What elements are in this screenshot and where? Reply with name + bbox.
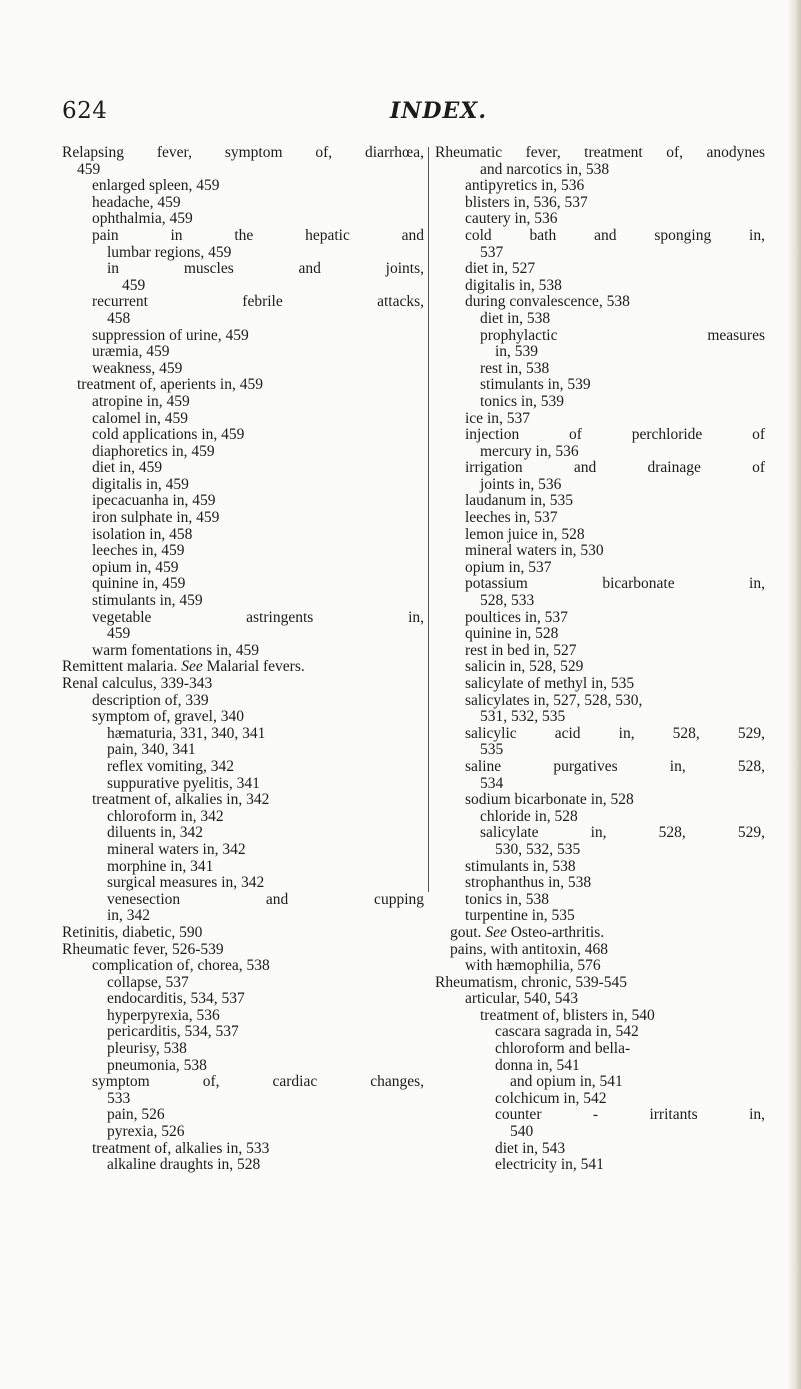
index-entry bbox=[435, 825, 765, 842]
index-entry-text: rest in, 538 bbox=[480, 359, 550, 377]
index-entry bbox=[435, 1141, 765, 1158]
index-entry bbox=[62, 278, 424, 295]
index-entry bbox=[435, 842, 765, 859]
index-entry bbox=[62, 261, 424, 278]
index-entry-text: stimulants in, 539 bbox=[480, 376, 591, 394]
see-reference: See bbox=[181, 658, 203, 676]
index-entry-text: Rheumatism, chronic, 539-545 bbox=[435, 973, 627, 991]
index-entry bbox=[435, 693, 765, 710]
index-entry-text: leeches in, 537 bbox=[465, 509, 558, 527]
column-divider bbox=[428, 147, 429, 892]
index-entry bbox=[435, 311, 765, 328]
index-entry-text: iron sulphate in, 459 bbox=[92, 509, 220, 527]
index-entry bbox=[435, 908, 765, 925]
running-head: INDEX. bbox=[390, 98, 487, 124]
index-entry bbox=[435, 991, 765, 1008]
index-entry-text: colchicum in, 542 bbox=[495, 1089, 607, 1107]
index-entry-text: Remittent malaria. bbox=[62, 658, 178, 676]
index-entry bbox=[435, 195, 765, 212]
index-entry-text: cautery in, 536 bbox=[465, 210, 558, 228]
index-entry bbox=[62, 245, 424, 262]
page-number: 624 bbox=[62, 98, 108, 124]
index-entry-text: mineral waters in, 342 bbox=[107, 840, 246, 858]
index-entry-text: stimulants in, 538 bbox=[465, 857, 576, 875]
see-target: Malarial fevers. bbox=[202, 658, 305, 676]
index-entry bbox=[62, 1008, 424, 1025]
index-entry bbox=[62, 328, 424, 345]
index-entry-text: symptom of, gravel, 340 bbox=[92, 708, 244, 726]
index-entry-text: articular, 540, 543 bbox=[465, 990, 579, 1008]
index-entry bbox=[62, 859, 424, 876]
index-entry-text: pericarditis, 534, 537 bbox=[107, 1023, 239, 1041]
index-entry-text: laudanum in, 535 bbox=[465, 492, 574, 510]
index-entry-text: salicylate of methyl in, 535 bbox=[465, 675, 635, 692]
index-entry-text: tonics in, 538 bbox=[465, 890, 549, 908]
index-entry bbox=[62, 975, 424, 992]
index-entry-text: salicin in, 528, 529 bbox=[465, 658, 584, 676]
index-entry bbox=[62, 1141, 424, 1158]
index-entry-text: surgical measures in, 342 bbox=[107, 874, 265, 892]
index-entry bbox=[62, 1024, 424, 1041]
index-entry-text: salicylic acid in, 528, 529, bbox=[465, 724, 765, 742]
index-entry bbox=[62, 792, 424, 809]
index-entry bbox=[435, 1008, 765, 1025]
index-entry-text: Rheumatic fever, treatment of, anodynes bbox=[435, 144, 765, 161]
index-entry bbox=[62, 1074, 424, 1091]
index-entry bbox=[62, 942, 424, 959]
index-entry-text: quinine in, 459 bbox=[92, 575, 186, 593]
index-entry bbox=[62, 576, 424, 593]
index-entry bbox=[62, 510, 424, 527]
index-entry-text: treatment of, alkalies in, 533 bbox=[92, 1139, 270, 1157]
index-entry bbox=[62, 1091, 424, 1108]
index-entry bbox=[435, 975, 765, 992]
index-entry bbox=[62, 825, 424, 842]
index-entry bbox=[435, 394, 765, 411]
index-entry bbox=[435, 1157, 765, 1174]
index-entry bbox=[435, 610, 765, 627]
index-entry bbox=[62, 228, 424, 245]
index-entry bbox=[62, 610, 424, 627]
index-entry-text: opium in, 459 bbox=[92, 558, 179, 576]
index-entry-text: and opium in, 541 bbox=[510, 1073, 623, 1091]
index-entry bbox=[435, 510, 765, 527]
index-entry bbox=[62, 527, 424, 544]
index-entry-text: headache, 459 bbox=[92, 193, 181, 211]
index-entry bbox=[62, 991, 424, 1008]
index-entry-text: salicylates in, 527, 528, 530, bbox=[465, 691, 643, 709]
index-entry bbox=[435, 1091, 765, 1108]
index-entry-text: hæmaturia, 331, 340, 341 bbox=[107, 724, 266, 742]
index-entry-text: suppression of urine, 459 bbox=[92, 326, 249, 344]
index-entry bbox=[62, 444, 424, 461]
index-entry-text: saline purgatives in, 528, bbox=[465, 757, 765, 775]
index-entry-text: tonics in, 539 bbox=[480, 392, 564, 410]
index-entry-text: warm fomentations in, 459 bbox=[92, 641, 260, 659]
index-entry bbox=[435, 1041, 765, 1058]
index-entry bbox=[435, 958, 765, 975]
index-entry-text: weakness, 459 bbox=[92, 359, 183, 377]
index-entry bbox=[435, 726, 765, 743]
index-entry-text: opium in, 537 bbox=[465, 558, 552, 576]
index-entry-text: 537 bbox=[480, 243, 504, 261]
index-entry-text: pneumonia, 538 bbox=[107, 1056, 207, 1074]
index-entry-text: Relapsing fever, symptom of, diarrhœa, bbox=[62, 144, 424, 161]
index-entry-text: chloroform and bella- bbox=[495, 1040, 631, 1058]
index-entry-text: Rheumatic fever, 526-539 bbox=[62, 940, 224, 958]
index-entry bbox=[62, 958, 424, 975]
index-entry bbox=[435, 162, 765, 179]
index-entry-text: mineral waters in, 530 bbox=[465, 542, 604, 560]
index-entry bbox=[435, 1074, 765, 1091]
index-entry bbox=[435, 427, 765, 444]
index-entry-text: complication of, chorea, 538 bbox=[92, 957, 270, 975]
index-entry bbox=[435, 344, 765, 361]
index-entry-text: turpentine in, 535 bbox=[465, 907, 575, 925]
index-entry-text: diluents in, 342 bbox=[107, 824, 204, 842]
index-entry bbox=[62, 709, 424, 726]
index-entry bbox=[435, 361, 765, 378]
index-entry bbox=[62, 460, 424, 477]
index-entry-text: suppurative pyelitis, 341 bbox=[107, 774, 260, 792]
index-entry bbox=[435, 527, 765, 544]
index-entry-text: sodium bicarbonate in, 528 bbox=[465, 791, 634, 809]
index-entry-text: treatment of, aperients in, 459 bbox=[77, 376, 263, 394]
index-entry bbox=[435, 211, 765, 228]
index-entry bbox=[62, 311, 424, 328]
index-entry bbox=[435, 294, 765, 311]
index-entry-text: and narcotics in, 538 bbox=[480, 160, 610, 178]
index-entry-text: vegetable astringents in, bbox=[92, 608, 424, 626]
index-entry bbox=[62, 195, 424, 212]
index-entry bbox=[62, 543, 424, 560]
index-entry-text: digitalis in, 538 bbox=[465, 276, 562, 294]
index-entry-text: Retinitis, diabetic, 590 bbox=[62, 923, 203, 941]
index-entry bbox=[62, 925, 424, 942]
index-entry-text: salicylate in, 528, 529, bbox=[480, 824, 765, 842]
index-entry bbox=[62, 759, 424, 776]
page-edge-shadow bbox=[787, 0, 801, 1389]
index-entry-text: strophanthus in, 538 bbox=[465, 874, 592, 892]
index-entry-text: cold bath and sponging in, bbox=[465, 226, 765, 244]
index-entry bbox=[435, 626, 765, 643]
index-entry-text: in, 342 bbox=[107, 907, 151, 925]
index-entry-text: enlarged spleen, 459 bbox=[92, 177, 220, 195]
index-entry bbox=[62, 178, 424, 195]
index-entry-text: in, 539 bbox=[495, 343, 539, 361]
index-entry bbox=[62, 875, 424, 892]
index-entry bbox=[435, 742, 765, 759]
index-entry-text: endocarditis, 534, 537 bbox=[107, 990, 245, 1008]
index-entry bbox=[62, 892, 424, 909]
index-entry bbox=[62, 377, 424, 394]
index-entry bbox=[62, 1157, 424, 1174]
index-entry-text: recurrent febrile attacks, bbox=[92, 293, 424, 311]
index-entry-text: collapse, 537 bbox=[107, 973, 189, 991]
index-entry-text: ice in, 537 bbox=[465, 409, 530, 427]
index-entry-text: mercury in, 536 bbox=[480, 442, 579, 460]
index-entry bbox=[62, 626, 424, 643]
index-entry-text: treatment of, blisters in, 540 bbox=[480, 1006, 655, 1024]
index-entry-text: 531, 532, 535 bbox=[480, 708, 566, 726]
index-entry-text: chloroform in, 342 bbox=[107, 807, 224, 825]
index-entry-text: diet in, 543 bbox=[495, 1139, 566, 1157]
index-entry-text: electricity in, 541 bbox=[495, 1156, 604, 1174]
index-entry-text: potassium bicarbonate in, bbox=[465, 575, 765, 593]
index-entry-text: isolation in, 458 bbox=[92, 525, 193, 543]
index-entry bbox=[435, 1024, 765, 1041]
index-entry bbox=[435, 659, 765, 676]
index-entry bbox=[62, 411, 424, 428]
index-entry bbox=[62, 1107, 424, 1124]
index-entry-text: pain, 526 bbox=[107, 1106, 165, 1124]
index-entry-text: treatment of, alkalies in, 342 bbox=[92, 791, 270, 809]
index-entry-text: Renal calculus, 339-343 bbox=[62, 675, 213, 692]
index-entry-text: 458 bbox=[107, 309, 131, 327]
index-entry bbox=[62, 908, 424, 925]
index-entry bbox=[62, 344, 424, 361]
index-entry bbox=[435, 942, 765, 959]
index-entry bbox=[62, 659, 424, 676]
index-entry bbox=[435, 444, 765, 461]
index-entry-text: counter - irritants in, bbox=[495, 1106, 765, 1124]
index-entry-text: reflex vomiting, 342 bbox=[107, 757, 234, 775]
index-entry bbox=[62, 842, 424, 859]
index-entry bbox=[435, 859, 765, 876]
index-entry-text: 459 bbox=[122, 276, 146, 294]
index-entry-text: donna in, 541 bbox=[495, 1056, 580, 1074]
index-entry bbox=[435, 178, 765, 195]
index-entry-text: 530, 532, 535 bbox=[495, 840, 581, 858]
index-entry-text: during convalescence, 538 bbox=[465, 293, 630, 311]
index-entry-text: injection of perchloride of bbox=[465, 426, 765, 444]
index-entry-text: chloride in, 528 bbox=[480, 807, 578, 825]
index-entry-text: diet in, 527 bbox=[465, 260, 536, 278]
index-column-right bbox=[435, 145, 765, 1174]
index-entry-text: diet in, 459 bbox=[92, 459, 163, 477]
index-entry bbox=[435, 892, 765, 909]
index-entry bbox=[62, 162, 424, 179]
index-entry-text: blisters in, 536, 537 bbox=[465, 193, 588, 211]
index-entry-text: pleurisy, 538 bbox=[107, 1040, 187, 1058]
index-entry bbox=[435, 460, 765, 477]
index-entry-text: with hæmophilia, 576 bbox=[465, 957, 601, 975]
index-entry-text: uræmia, 459 bbox=[92, 343, 170, 361]
index-entry-text: 540 bbox=[510, 1123, 534, 1141]
index-entry-text: pains, with antitoxin, 468 bbox=[450, 940, 609, 958]
index-entry bbox=[62, 742, 424, 759]
index-entry bbox=[62, 427, 424, 444]
index-entry bbox=[435, 377, 765, 394]
index-entry bbox=[435, 709, 765, 726]
index-entry-text: irrigation and drainage of bbox=[465, 459, 765, 477]
index-entry bbox=[62, 394, 424, 411]
index-entry-text: pain in the hepatic and bbox=[92, 226, 424, 244]
index-entry-text: alkaline draughts in, 528 bbox=[107, 1156, 261, 1174]
index-entry bbox=[62, 145, 424, 162]
index-entry bbox=[435, 925, 765, 942]
index-entry bbox=[435, 759, 765, 776]
index-entry-text: gout. bbox=[450, 923, 482, 941]
index-entry bbox=[435, 1124, 765, 1141]
index-entry bbox=[435, 875, 765, 892]
index-entry bbox=[62, 776, 424, 793]
index-entry bbox=[435, 809, 765, 826]
index-entry-text: cascara sagrada in, 542 bbox=[495, 1023, 639, 1041]
index-entry bbox=[435, 576, 765, 593]
index-entry bbox=[62, 1058, 424, 1075]
index-entry-text: 459 bbox=[77, 160, 101, 178]
index-entry bbox=[62, 211, 424, 228]
index-entry-text: cold applications in, 459 bbox=[92, 426, 245, 444]
index-entry bbox=[435, 1107, 765, 1124]
index-entry bbox=[435, 493, 765, 510]
index-entry bbox=[435, 245, 765, 262]
index-entry-text: quinine in, 528 bbox=[465, 625, 559, 643]
index-entry bbox=[435, 776, 765, 793]
index-entry bbox=[435, 676, 765, 693]
index-entry-text: 533 bbox=[107, 1089, 131, 1107]
index-entry-text: rest in bed in, 527 bbox=[465, 641, 577, 659]
index-entry bbox=[62, 560, 424, 577]
index-entry-text: pain, 340, 341 bbox=[107, 741, 196, 759]
index-entry bbox=[435, 411, 765, 428]
index-entry-text: leeches in, 459 bbox=[92, 542, 185, 560]
index-entry-text: in muscles and joints, bbox=[107, 260, 424, 278]
index-entry-text: 459 bbox=[107, 625, 131, 643]
index-entry bbox=[62, 593, 424, 610]
index-entry-text: ophthalmia, 459 bbox=[92, 210, 193, 228]
index-entry bbox=[435, 477, 765, 494]
index-entry bbox=[435, 1058, 765, 1075]
index-entry-text: poultices in, 537 bbox=[465, 608, 568, 626]
index-entry bbox=[62, 676, 424, 693]
index-entry bbox=[62, 693, 424, 710]
index-entry-text: venesection and cupping bbox=[107, 890, 424, 908]
index-column-left bbox=[62, 145, 424, 1174]
index-entry-text: calomel in, 459 bbox=[92, 409, 188, 427]
index-entry-text: 535 bbox=[480, 741, 504, 759]
index-entry bbox=[62, 477, 424, 494]
index-entry-text: digitalis in, 459 bbox=[92, 475, 189, 493]
index-entry bbox=[62, 643, 424, 660]
index-entry-text: antipyretics in, 536 bbox=[465, 177, 585, 195]
index-entry-text: lumbar regions, 459 bbox=[107, 243, 232, 261]
index-entry bbox=[62, 361, 424, 378]
see-reference: See bbox=[485, 923, 507, 941]
index-entry bbox=[435, 593, 765, 610]
index-entry bbox=[435, 328, 765, 345]
index-entry bbox=[62, 1124, 424, 1141]
index-entry bbox=[435, 278, 765, 295]
index-entry-text: 534 bbox=[480, 774, 504, 792]
index-entry bbox=[435, 228, 765, 245]
index-entry bbox=[62, 294, 424, 311]
index-entry-text: 528, 533 bbox=[480, 592, 535, 610]
index-entry bbox=[435, 145, 765, 162]
index-entry-text: diaphoretics in, 459 bbox=[92, 442, 215, 460]
index-entry bbox=[435, 543, 765, 560]
index-entry bbox=[435, 792, 765, 809]
index-entry-text: joints in, 536 bbox=[480, 475, 562, 493]
index-entry-text: symptom of, cardiac changes, bbox=[92, 1073, 424, 1091]
index-entry-text: stimulants in, 459 bbox=[92, 592, 203, 610]
see-target: Osteo-arthritis. bbox=[506, 923, 605, 941]
index-entry bbox=[62, 493, 424, 510]
index-entry bbox=[435, 560, 765, 577]
index-entry-text: pyrexia, 526 bbox=[107, 1123, 185, 1141]
index-entry bbox=[435, 261, 765, 278]
index-entry bbox=[62, 1041, 424, 1058]
index-entry bbox=[435, 643, 765, 660]
index-entry-text: ipecacuanha in, 459 bbox=[92, 492, 216, 510]
index-entry-text: morphine in, 341 bbox=[107, 857, 214, 875]
index-entry-text: diet in, 538 bbox=[480, 309, 551, 327]
index-entry bbox=[62, 809, 424, 826]
index-entry-text: atropine in, 459 bbox=[92, 392, 190, 410]
index-entry-text: hyperpyrexia, 536 bbox=[107, 1006, 220, 1024]
index-entry bbox=[62, 726, 424, 743]
index-entry-text: description of, 339 bbox=[92, 691, 209, 709]
index-entry-text: prophylactic measures bbox=[480, 326, 765, 344]
index-entry-text: lemon juice in, 528 bbox=[465, 525, 585, 543]
